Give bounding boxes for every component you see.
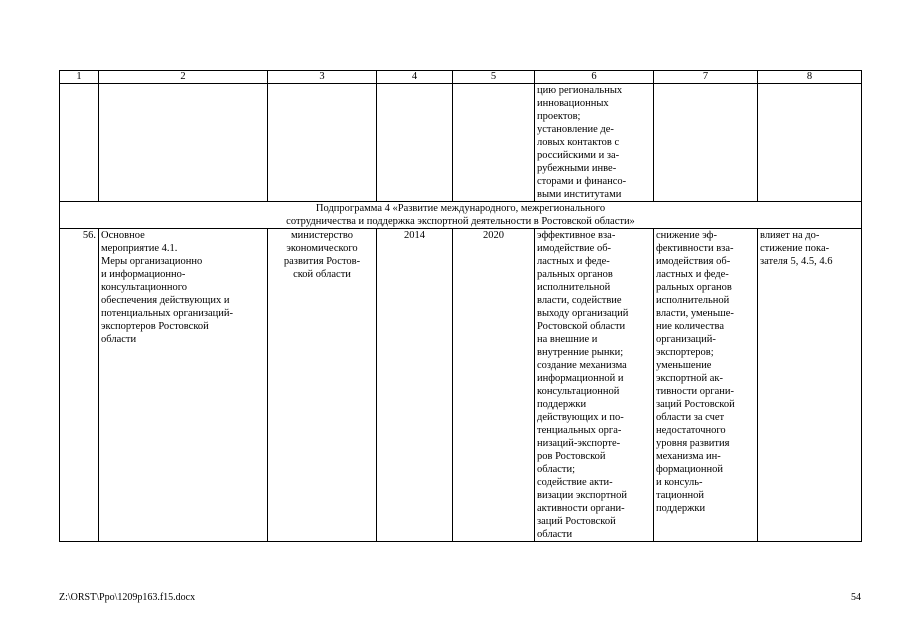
file-path: Z:\ORST\Ppo\1209p163.f15.docx [59,592,196,603]
page-number: 54 [851,592,861,603]
text-line: имодействия об- [656,256,731,267]
text-line: ральных органов [537,269,613,280]
cell [60,84,99,202]
continuation-row [60,84,862,202]
start-year-cell: 2014 [377,229,453,542]
text-line: Подпрограмма 4 «Развитие международного, межрегионального [315,203,606,214]
header-cell: 6 [535,71,654,84]
table-row [60,229,862,542]
text-line: поддержки [537,399,587,410]
text-line: ральных органов [656,282,732,293]
text-line: области; [537,464,576,475]
cell [758,84,862,202]
text-line: ластных и феде- [537,256,610,267]
text-line: развития Ростов- [283,256,361,267]
header-row [60,71,862,84]
text-line: и информационно- [101,269,186,280]
text-line: цию региональных [537,85,623,96]
text-line: мероприятие 4.1. [101,243,178,254]
text-line: эффективное вза- [537,230,616,241]
text-line: ловых контактов с [537,137,620,148]
text-line: сотрудничества и поддержка экспортной деятельности в Ростовской области» [286,216,635,227]
text-line: фективности вза- [656,243,734,254]
header-cell: 4 [377,71,453,84]
expected-result-cell [535,229,654,542]
text-line: формационной [656,464,723,475]
text-line: области [101,334,137,345]
text-line: сторами и финансо- [537,176,627,187]
text-line: Меры организационно [101,256,203,267]
text-line: власти, содействие [537,295,622,306]
header-cell: 3 [268,71,377,84]
text-line: имодействие об- [537,243,612,254]
program-table [59,70,862,542]
header-cell: 7 [654,71,758,84]
header-cell: 1 [60,71,99,84]
header-cell: 5 [453,71,535,84]
text-line: визации экспортной [537,490,627,501]
text-line: экспортеров; [656,347,714,358]
text-line: рубежными инве- [537,163,617,174]
text-line: министерство [290,230,354,241]
text-line: поддержки [656,503,706,514]
text-line: создание механизма [537,360,627,371]
text-line: ров Ростовской [537,451,606,462]
text-line: стижение пока- [760,243,830,254]
text-line: заций Ростовской [537,516,616,527]
text-line: потенциальных организаций- [101,308,234,319]
text-line: действующих и по- [537,412,624,423]
text-line: уровня развития [656,438,730,449]
text-line: тационной [656,490,704,501]
text-line: проектов; [537,111,581,122]
cell [654,84,758,202]
text-line: зателя 5, 4.5, 4.6 [760,256,833,267]
measure-name-cell [99,229,268,542]
text-line: тенциальных орга- [537,425,622,436]
text-line: обеспечения действующих и [101,295,230,306]
text-line: и консуль- [656,477,703,488]
cell [99,84,268,202]
continuation-results-cell [535,84,654,202]
text-line: экономического [286,243,358,254]
text-line: на внешние и [537,334,598,345]
text-line: активности органи- [537,503,625,514]
header-cell: 2 [99,71,268,84]
subprogram-row [60,202,862,229]
text-line: области за счет [656,412,725,423]
text-line: содействие акти- [537,477,613,488]
text-line: российскими и за- [537,150,620,161]
subprogram-title [60,202,862,229]
text-line: тивности органи- [656,386,734,397]
indicator-link-cell [758,229,862,542]
cell [453,84,535,202]
text-line: инновационных [537,98,609,109]
text-line: Основное [101,230,145,241]
text-line: внутренние рынки; [537,347,624,358]
cell [377,84,453,202]
text-line: механизма ин- [656,451,721,462]
text-line: выми институтами [537,189,622,200]
text-line: организаций- [656,334,716,345]
text-line: исполнительной [537,282,611,293]
text-line: области [537,529,573,540]
text-line: заций Ростовской [656,399,735,410]
end-year-cell: 2020 [453,229,535,542]
text-line: консультационной [537,386,620,397]
text-line: экспортной ак- [656,373,723,384]
cell [268,84,377,202]
text-line: консультационного [101,282,188,293]
consequences-cell [654,229,758,542]
text-line: ластных и феде- [656,269,729,280]
text-line: уменьшение [656,360,712,371]
text-line: информационной и [537,373,624,384]
text-line: ской области [293,269,351,280]
text-line: Ростовской области [537,321,626,332]
text-line: недостаточного [656,425,726,436]
text-line: исполнительной [656,295,730,306]
text-line: низаций-экспорте- [537,438,621,449]
text-line: снижение эф- [656,230,717,241]
executor-cell [268,229,377,542]
text-line: установление де- [537,124,614,135]
row-number: 56. [60,229,99,542]
text-line: экспортеров Ростовской [101,321,209,332]
text-line: выходу организаций [537,308,629,319]
text-line: власти, уменьше- [656,308,734,319]
text-line: влияет на до- [760,230,820,241]
text-line: ние количества [656,321,724,332]
header-cell: 8 [758,71,862,84]
